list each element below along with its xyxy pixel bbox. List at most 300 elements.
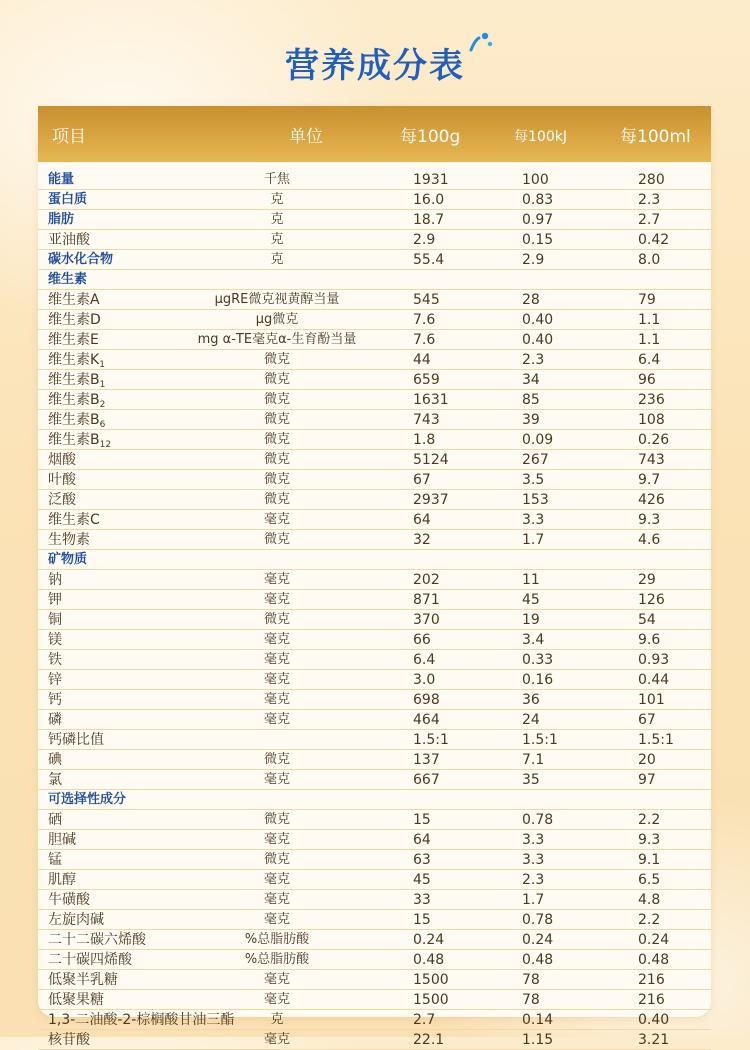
row-per-100kj: [522, 310, 553, 330]
row-unit-text: %总脂肪酸: [244, 932, 310, 947]
row-unit: [188, 830, 366, 850]
row-per-100g: [413, 510, 431, 530]
row-per-100g: [413, 350, 431, 370]
row-per-100kj: [522, 770, 540, 790]
row-per-100g-text: 63: [413, 852, 431, 868]
row-per-100kj: [522, 870, 544, 890]
table-row: [38, 1030, 711, 1050]
row-unit: [188, 510, 366, 530]
row-unit: [188, 910, 366, 930]
row-per-100kj: [522, 350, 544, 370]
row-unit: [188, 650, 366, 670]
row-unit-text: 毫克: [263, 632, 290, 647]
row-per-100g: [413, 330, 435, 350]
row-name-text: 磷: [48, 712, 62, 728]
row-per-100kj: [522, 610, 540, 630]
row-unit: [188, 710, 366, 730]
row-name: [48, 750, 62, 770]
row-per-100ml: [638, 1010, 669, 1030]
row-unit: [188, 250, 366, 270]
row-per-100g-text: 18.7: [413, 212, 445, 228]
row-per-100kj: [522, 410, 540, 430]
row-per-100ml: [638, 570, 656, 590]
row-name: [48, 1030, 90, 1050]
row-per-100ml-text: 2.7: [638, 212, 661, 228]
row-per-100g: [413, 970, 449, 990]
row-per-100g: [413, 870, 431, 890]
row-unit: [188, 170, 366, 190]
table-row: [38, 610, 711, 630]
row-unit: [188, 350, 366, 370]
row-per-100kj: [522, 950, 553, 970]
row-per-100ml-text: 0.24: [638, 932, 670, 948]
table-row: [38, 670, 711, 690]
row-per-100ml: [638, 390, 665, 410]
row-per-100kj-text: 153: [522, 492, 549, 508]
row-unit-text: %总脂肪酸: [244, 952, 310, 967]
row-per-100ml-text: 0.40: [638, 1012, 670, 1028]
row-unit: [188, 410, 366, 430]
row-unit: [188, 870, 366, 890]
row-unit: [188, 630, 366, 650]
row-per-100ml-text: 1.1: [638, 332, 661, 348]
row-per-100kj: [522, 810, 553, 830]
row-unit: [188, 1010, 366, 1030]
row-unit: [188, 190, 366, 210]
row-per-100kj: [522, 850, 544, 870]
row-per-100ml: [638, 870, 660, 890]
row-per-100g-text: 15: [413, 812, 431, 828]
row-name-text: 碳水化合物: [48, 252, 114, 267]
row-per-100kj-text: 0.15: [522, 232, 554, 248]
row-name-text: 钠: [48, 572, 62, 588]
row-per-100g: [413, 1010, 435, 1030]
table-row: [38, 830, 711, 850]
table-row: [38, 390, 711, 410]
row-per-100g-text: 67: [413, 472, 431, 488]
row-per-100ml: [638, 310, 660, 330]
row-per-100g-text: 0.48: [413, 952, 445, 968]
row-name: [48, 210, 74, 230]
row-per-100g-text: 545: [413, 292, 440, 308]
row-unit: [188, 530, 366, 550]
row-name: [48, 610, 62, 630]
row-per-100ml-text: 6.4: [638, 352, 661, 368]
row-per-100kj-text: 78: [522, 992, 540, 1008]
table-row: [38, 170, 711, 190]
row-name-text: 脂肪: [48, 212, 75, 227]
row-per-100ml-text: 3.21: [638, 1032, 670, 1048]
row-per-100ml-text: 101: [638, 692, 665, 708]
row-per-100g-text: 64: [413, 832, 431, 848]
row-name-text: 维生素B: [48, 392, 100, 408]
table-row: [38, 330, 711, 350]
row-name-text: 钙磷比值: [48, 732, 104, 748]
section-header-row: [38, 550, 711, 570]
row-unit: [188, 810, 366, 830]
row-per-100ml-text: 54: [638, 612, 656, 628]
row-name-text: 肌醇: [48, 872, 76, 888]
row-name-text: 核苷酸: [48, 1032, 90, 1048]
row-per-100ml: [638, 290, 656, 310]
row-per-100g: [413, 450, 449, 470]
table-row: [38, 510, 711, 530]
row-unit: [188, 430, 366, 450]
row-unit-text: 微克: [263, 612, 290, 627]
row-per-100kj: [522, 390, 540, 410]
row-name-text: 叶酸: [48, 472, 76, 488]
row-unit-text: 千焦: [263, 172, 290, 187]
row-per-100g-text: 44: [413, 352, 431, 368]
row-unit: [188, 330, 366, 350]
row-name: [48, 530, 90, 550]
row-name-text: 二十二碳六烯酸: [48, 932, 146, 948]
row-name-text: 二十碳四烯酸: [48, 952, 132, 968]
row-name: [48, 270, 87, 290]
row-unit-text: 微克: [263, 352, 290, 367]
row-per-100g-text: 1931: [413, 172, 449, 188]
row-per-100g-text: 15: [413, 912, 431, 928]
row-name-text: 矿物质: [48, 552, 88, 567]
row-per-100g: [413, 630, 431, 650]
row-unit-text: 微克: [263, 412, 290, 427]
row-name: [48, 490, 76, 510]
row-unit-text: 毫克: [263, 1032, 290, 1047]
row-unit-text: 微克: [263, 752, 290, 767]
row-per-100ml-text: 29: [638, 572, 656, 588]
row-unit: [188, 390, 366, 410]
row-unit: [188, 750, 366, 770]
row-name-subscript: 2: [99, 400, 106, 410]
row-per-100kj: [522, 710, 540, 730]
row-per-100kj-text: 0.14: [522, 1012, 554, 1028]
row-name-text: 维生素B: [48, 432, 100, 448]
row-name-text: 硒: [48, 812, 62, 828]
row-per-100g: [413, 210, 444, 230]
row-unit: [188, 850, 366, 870]
row-unit: [188, 210, 366, 230]
row-per-100ml: [638, 930, 669, 950]
row-name-text: 钾: [48, 592, 62, 608]
row-per-100ml-text: 9.6: [638, 632, 661, 648]
row-per-100kj-text: 0.78: [522, 912, 554, 928]
row-unit-text: 微克: [263, 812, 290, 827]
row-per-100g: [413, 170, 449, 190]
row-per-100ml-text: 0.26: [638, 432, 670, 448]
row-per-100ml-text: 126: [638, 592, 665, 608]
row-per-100g-text: 5124: [413, 452, 449, 468]
row-per-100kj-text: 34: [522, 372, 540, 388]
row-unit-text: 毫克: [263, 832, 290, 847]
row-per-100kj-text: 1.15: [522, 1032, 554, 1048]
row-per-100kj-text: 28: [522, 292, 540, 308]
row-per-100ml-text: 79: [638, 292, 656, 308]
row-per-100ml: [638, 750, 656, 770]
row-per-100ml: [638, 630, 660, 650]
row-per-100kj-text: 0.48: [522, 952, 554, 968]
row-per-100g-text: 698: [413, 692, 440, 708]
row-per-100ml: [638, 890, 660, 910]
row-unit-text: 克: [270, 212, 284, 227]
row-per-100ml: [638, 690, 665, 710]
row-per-100g-text: 871: [413, 592, 440, 608]
row-unit-text: 毫克: [263, 692, 290, 707]
table-row: [38, 450, 711, 470]
row-per-100ml: [638, 670, 669, 690]
table-row: [38, 490, 711, 510]
row-per-100kj: [522, 650, 553, 670]
row-per-100kj-text: 0.83: [522, 192, 554, 208]
row-name: [48, 170, 74, 190]
row-per-100g-text: 743: [413, 412, 440, 428]
row-per-100kj-text: 45: [522, 592, 540, 608]
row-per-100kj: [522, 510, 544, 530]
row-per-100ml-text: 8.0: [638, 252, 661, 268]
row-per-100g-text: 667: [413, 772, 440, 788]
row-name: [48, 570, 62, 590]
row-per-100ml: [638, 710, 656, 730]
row-name: [48, 950, 132, 970]
row-unit-text: 微克: [263, 372, 290, 387]
row-per-100kj-text: 3.3: [522, 512, 545, 528]
table-row: [38, 310, 711, 330]
row-per-100g: [413, 370, 440, 390]
row-per-100ml-text: 96: [638, 372, 656, 388]
row-per-100g-text: 55.4: [413, 252, 445, 268]
row-per-100ml-text: 2.3: [638, 192, 661, 208]
row-name-text: 蛋白质: [48, 192, 88, 207]
row-unit: [188, 490, 366, 510]
row-per-100kj-text: 0.24: [522, 932, 554, 948]
row-unit: [188, 690, 366, 710]
row-unit-text: 毫克: [263, 572, 290, 587]
row-unit: [188, 370, 366, 390]
table-row: [38, 710, 711, 730]
row-per-100g: [413, 810, 431, 830]
row-per-100g: [413, 190, 444, 210]
row-per-100ml: [638, 810, 660, 830]
row-per-100ml: [638, 910, 660, 930]
table-row: [38, 470, 711, 490]
row-per-100kj: [522, 1030, 553, 1050]
row-per-100g-text: 3.0: [413, 672, 436, 688]
row-name-text: 维生素K: [48, 352, 100, 368]
row-per-100kj-text: 1.7: [522, 892, 545, 908]
row-per-100g-text: 659: [413, 372, 440, 388]
row-per-100ml-text: 236: [638, 392, 665, 408]
row-per-100ml: [638, 950, 669, 970]
table-row: [38, 230, 711, 250]
row-per-100g: [413, 570, 440, 590]
table-row: [38, 870, 711, 890]
table-row: [38, 210, 711, 230]
row-per-100ml-text: 216: [638, 972, 665, 988]
row-per-100ml: [638, 470, 660, 490]
row-unit-text: 微克: [263, 532, 290, 547]
row-per-100kj-text: 85: [522, 392, 540, 408]
row-per-100kj: [522, 490, 549, 510]
table-row: [38, 530, 711, 550]
row-per-100g-text: 1.8: [413, 432, 436, 448]
row-per-100kj-text: 1.7: [522, 532, 545, 548]
row-per-100kj: [522, 450, 549, 470]
row-name: [48, 450, 76, 470]
row-per-100ml-text: 1.5:1: [638, 732, 674, 748]
row-per-100kj: [522, 250, 544, 270]
row-per-100g-text: 66: [413, 632, 431, 648]
row-per-100kj-text: 3.4: [522, 632, 545, 648]
row-unit-text: 克: [270, 192, 284, 207]
page-title: [285, 38, 465, 87]
row-name: [48, 810, 62, 830]
table-row: [38, 810, 711, 830]
row-per-100g: [413, 850, 431, 870]
row-name: [48, 710, 62, 730]
row-name-text: 氯: [48, 772, 62, 788]
row-per-100kj: [522, 630, 544, 650]
row-unit: [188, 450, 366, 470]
row-per-100g: [413, 670, 435, 690]
row-unit-text: 微克: [263, 432, 290, 447]
row-per-100ml-text: 4.6: [638, 532, 661, 548]
row-per-100kj-text: 1.5:1: [522, 732, 558, 748]
row-per-100g: [413, 410, 440, 430]
row-per-100ml: [638, 770, 656, 790]
table-row: [38, 950, 711, 970]
row-per-100g-text: 2937: [413, 492, 449, 508]
header-per-100kj: 每100kJ: [514, 129, 567, 145]
row-per-100g-text: 22.1: [413, 1032, 445, 1048]
row-per-100ml: [638, 450, 665, 470]
row-per-100kj-text: 0.16: [522, 672, 554, 688]
row-per-100ml-text: 216: [638, 992, 665, 1008]
row-per-100ml-text: 743: [638, 452, 665, 468]
row-per-100ml: [638, 610, 656, 630]
row-unit-text: mg α-TE毫克α-生育酚当量: [197, 332, 357, 347]
table-body: [38, 170, 711, 1050]
row-per-100g-text: 1631: [413, 392, 449, 408]
table-row: [38, 770, 711, 790]
row-name-text: 维生素C: [48, 512, 100, 528]
row-unit-text: 克: [270, 232, 284, 247]
row-per-100ml-text: 1.1: [638, 312, 661, 328]
row-per-100kj: [522, 430, 553, 450]
row-per-100ml-text: 9.1: [638, 852, 661, 868]
row-per-100kj-text: 3.5: [522, 472, 545, 488]
row-name: [48, 850, 62, 870]
row-per-100ml-text: 2.2: [638, 812, 661, 828]
row-name-text: 低聚半乳糖: [48, 972, 118, 988]
row-per-100g-text: 0.24: [413, 932, 445, 948]
row-per-100g: [413, 950, 444, 970]
row-per-100g-text: 464: [413, 712, 440, 728]
row-per-100ml: [638, 650, 669, 670]
row-unit-text: 微克: [263, 492, 290, 507]
row-per-100kj-text: 35: [522, 772, 540, 788]
row-unit: [188, 970, 366, 990]
row-name-subscript: 12: [99, 440, 112, 450]
row-unit: [188, 470, 366, 490]
row-per-100kj-text: 2.9: [522, 252, 545, 268]
row-unit: [188, 670, 366, 690]
row-name-text: 能量: [48, 172, 75, 187]
row-per-100g: [413, 470, 431, 490]
row-per-100g: [413, 230, 435, 250]
row-per-100kj-text: 0.09: [522, 432, 554, 448]
row-per-100g: [413, 750, 440, 770]
row-per-100ml: [638, 510, 660, 530]
row-per-100kj: [522, 230, 553, 250]
row-per-100kj: [522, 290, 540, 310]
row-name: [48, 290, 100, 310]
table-row: [38, 630, 711, 650]
row-unit: [188, 950, 366, 970]
row-name-text: 碘: [48, 752, 62, 768]
row-per-100kj-text: 2.3: [522, 872, 545, 888]
row-unit-text: 克: [270, 1012, 284, 1027]
row-unit-text: 克: [270, 252, 284, 267]
row-per-100g: [413, 610, 440, 630]
row-name: [48, 990, 104, 1010]
row-name-text: 钙: [48, 692, 62, 708]
title-area: [0, 38, 750, 87]
header-per-100ml: 每100ml: [620, 127, 691, 147]
row-per-100ml-text: 0.93: [638, 652, 670, 668]
row-unit-text: 毫克: [263, 672, 290, 687]
row-per-100g: [413, 490, 449, 510]
table-row: [38, 930, 711, 950]
row-per-100g-text: 7.6: [413, 332, 436, 348]
row-per-100kj: [522, 330, 553, 350]
row-unit: [188, 930, 366, 950]
row-per-100ml: [638, 830, 660, 850]
table-row: [38, 590, 711, 610]
row-unit-text: 微克: [263, 852, 290, 867]
row-per-100ml-text: 0.44: [638, 672, 670, 688]
row-per-100g: [413, 430, 435, 450]
row-name: [48, 230, 90, 250]
row-per-100kj-text: 2.3: [522, 352, 545, 368]
row-name: [48, 250, 113, 270]
row-per-100ml: [638, 370, 656, 390]
row-per-100g-text: 1.5:1: [413, 732, 449, 748]
page-title-text: 营养成分表: [285, 46, 465, 86]
row-per-100kj: [522, 570, 540, 590]
row-name-text: 牛磺酸: [48, 892, 90, 908]
row-per-100ml-text: 2.2: [638, 912, 661, 928]
row-unit: [188, 570, 366, 590]
row-per-100kj: [522, 370, 540, 390]
row-unit: [188, 610, 366, 630]
row-name: [48, 190, 87, 210]
row-name-text: 维生素B: [48, 372, 100, 388]
row-per-100ml: [638, 970, 665, 990]
row-per-100kj: [522, 670, 553, 690]
row-unit-text: 毫克: [263, 912, 290, 927]
table-row: [38, 430, 711, 450]
table-row: [38, 410, 711, 430]
row-per-100kj-text: 267: [522, 452, 549, 468]
row-per-100ml: [638, 190, 660, 210]
row-per-100ml: [638, 430, 669, 450]
row-per-100ml: [638, 590, 665, 610]
row-name-text: 锰: [48, 852, 62, 868]
row-per-100ml-text: 97: [638, 772, 656, 788]
row-name-text: 烟酸: [48, 452, 76, 468]
row-per-100kj-text: 78: [522, 972, 540, 988]
row-name: [48, 870, 76, 890]
row-per-100kj: [522, 890, 544, 910]
